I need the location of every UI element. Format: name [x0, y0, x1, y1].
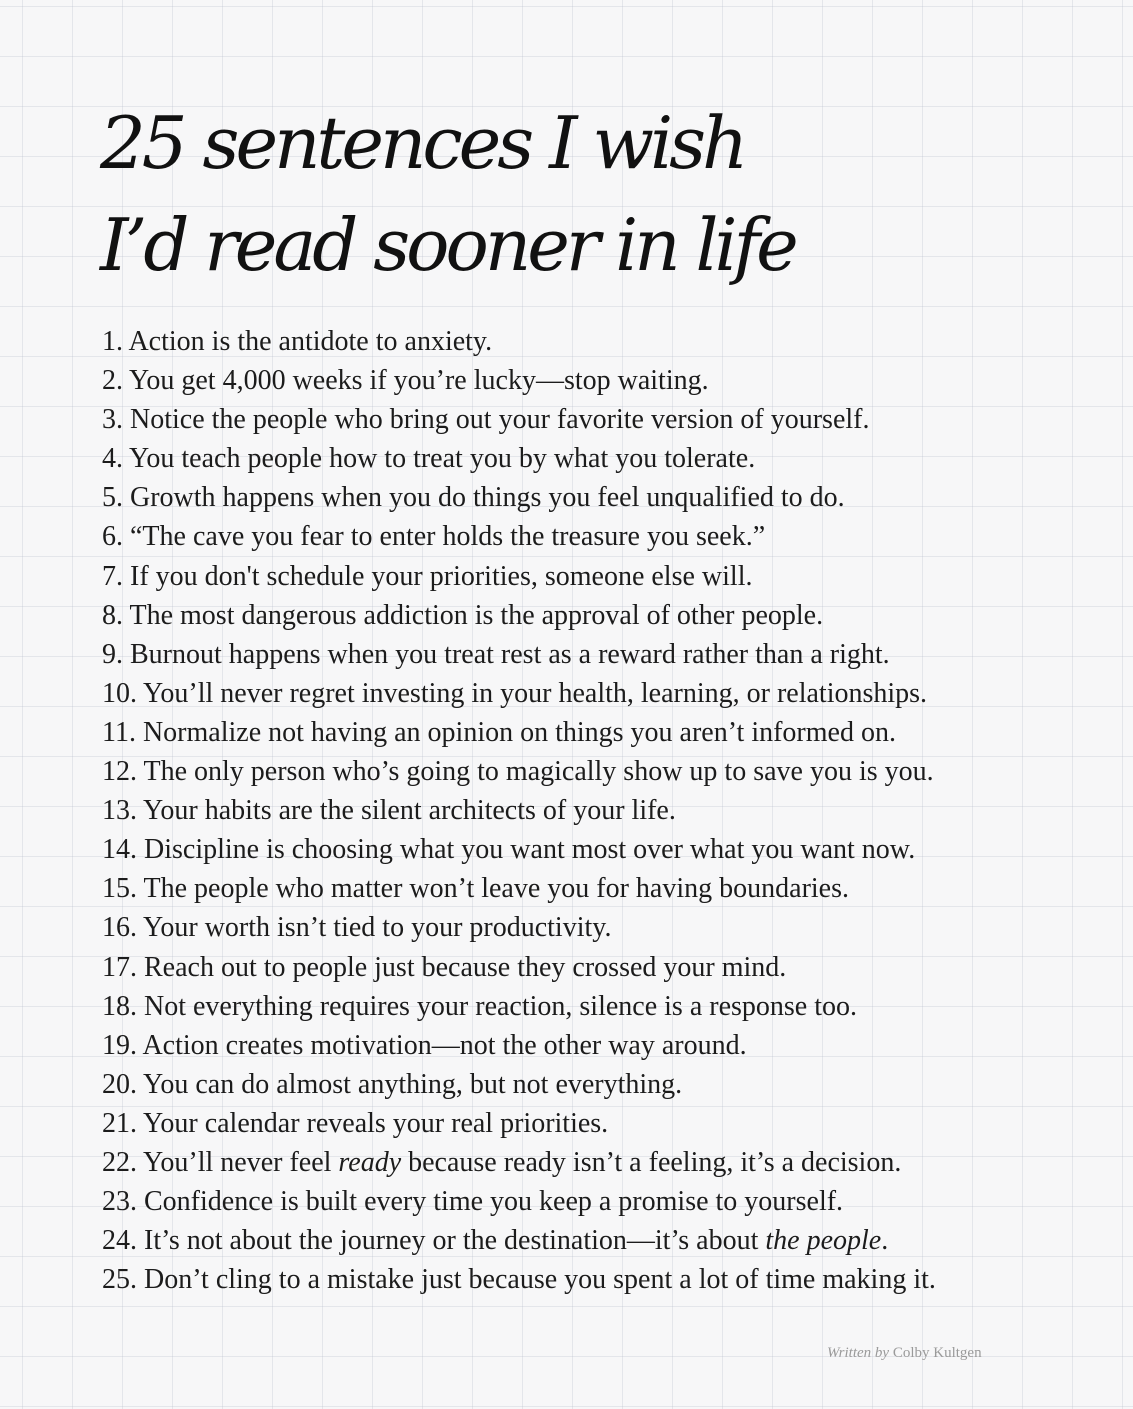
list-item: 7. If you don't schedule your priorities, someone else will.: [102, 560, 753, 592]
list-item: 16. Your worth isn’t tied to your productivity.: [102, 912, 612, 944]
credit-author: Colby Kultgen: [892, 1345, 982, 1361]
title-line-2: I’d read sooner in life: [100, 203, 795, 287]
list-item: 3. Notice the people who bring out your favorite version of yourself.: [102, 404, 870, 436]
author-credit: [827, 1345, 982, 1362]
title-line-1: 25 sentences I wish: [100, 101, 745, 185]
list-item: 20. You can do almost anything, but not everything.: [102, 1068, 683, 1100]
list-item: 11. Normalize not having an opinion on things you aren’t informed on.: [102, 716, 896, 748]
list-item: 9. Burnout happens when you treat rest as a reward rather than a right.: [102, 638, 890, 670]
emphasis-text: the people: [765, 1225, 882, 1257]
list-item: 6. “The cave you fear to enter holds the treasure you seek.”: [102, 521, 766, 553]
list-item: 24. It’s not about the journey or the destination—it’s about the people.: [102, 1225, 889, 1257]
list-item: 5. Growth happens when you do things you feel unqualified to do.: [102, 482, 845, 514]
list-item: 2. You get 4,000 weeks if you’re lucky—stop waiting.: [102, 365, 709, 397]
list-item: 10. You’ll never regret investing in your health, learning, or relationships.: [102, 677, 928, 709]
credit-prefix: Written by: [827, 1345, 890, 1361]
list-item: 8. The most dangerous addiction is the approval of other people.: [102, 599, 824, 631]
list-item: 15. The people who matter won’t leave you for having boundaries.: [102, 873, 849, 905]
list-item: 18. Not everything requires your reaction, silence is a response too.: [102, 990, 858, 1022]
list-item: 22. You’ll never feel ready because ready isn’t a feeling, it’s a decision.: [102, 1146, 902, 1178]
emphasis-text: ready: [338, 1146, 402, 1178]
list-item: 21. Your calendar reveals your real priorities.: [102, 1107, 609, 1139]
list-item: 23. Confidence is built every time you keep a promise to yourself.: [102, 1186, 844, 1218]
list-item: 1. Action is the antidote to anxiety.: [102, 326, 493, 357]
list-item: 14. Discipline is choosing what you want most over what you want now.: [102, 834, 916, 866]
list-item: 13. Your habits are the silent architects of your life.: [102, 795, 676, 827]
list-item: 25. Don’t cling to a mistake just because you spent a lot of time making it.: [102, 1264, 936, 1296]
list-item: 17. Reach out to people just because they crossed your mind.: [102, 951, 787, 983]
page-title: [100, 92, 1060, 296]
list-item: 4. You teach people how to treat you by what you tolerate.: [102, 443, 756, 475]
sentence-list: [102, 322, 1092, 1299]
list-item: 19. Action creates motivation—not the other way around.: [102, 1029, 747, 1061]
list-item: 12. The only person who’s going to magically show up to save you is you.: [102, 756, 934, 788]
